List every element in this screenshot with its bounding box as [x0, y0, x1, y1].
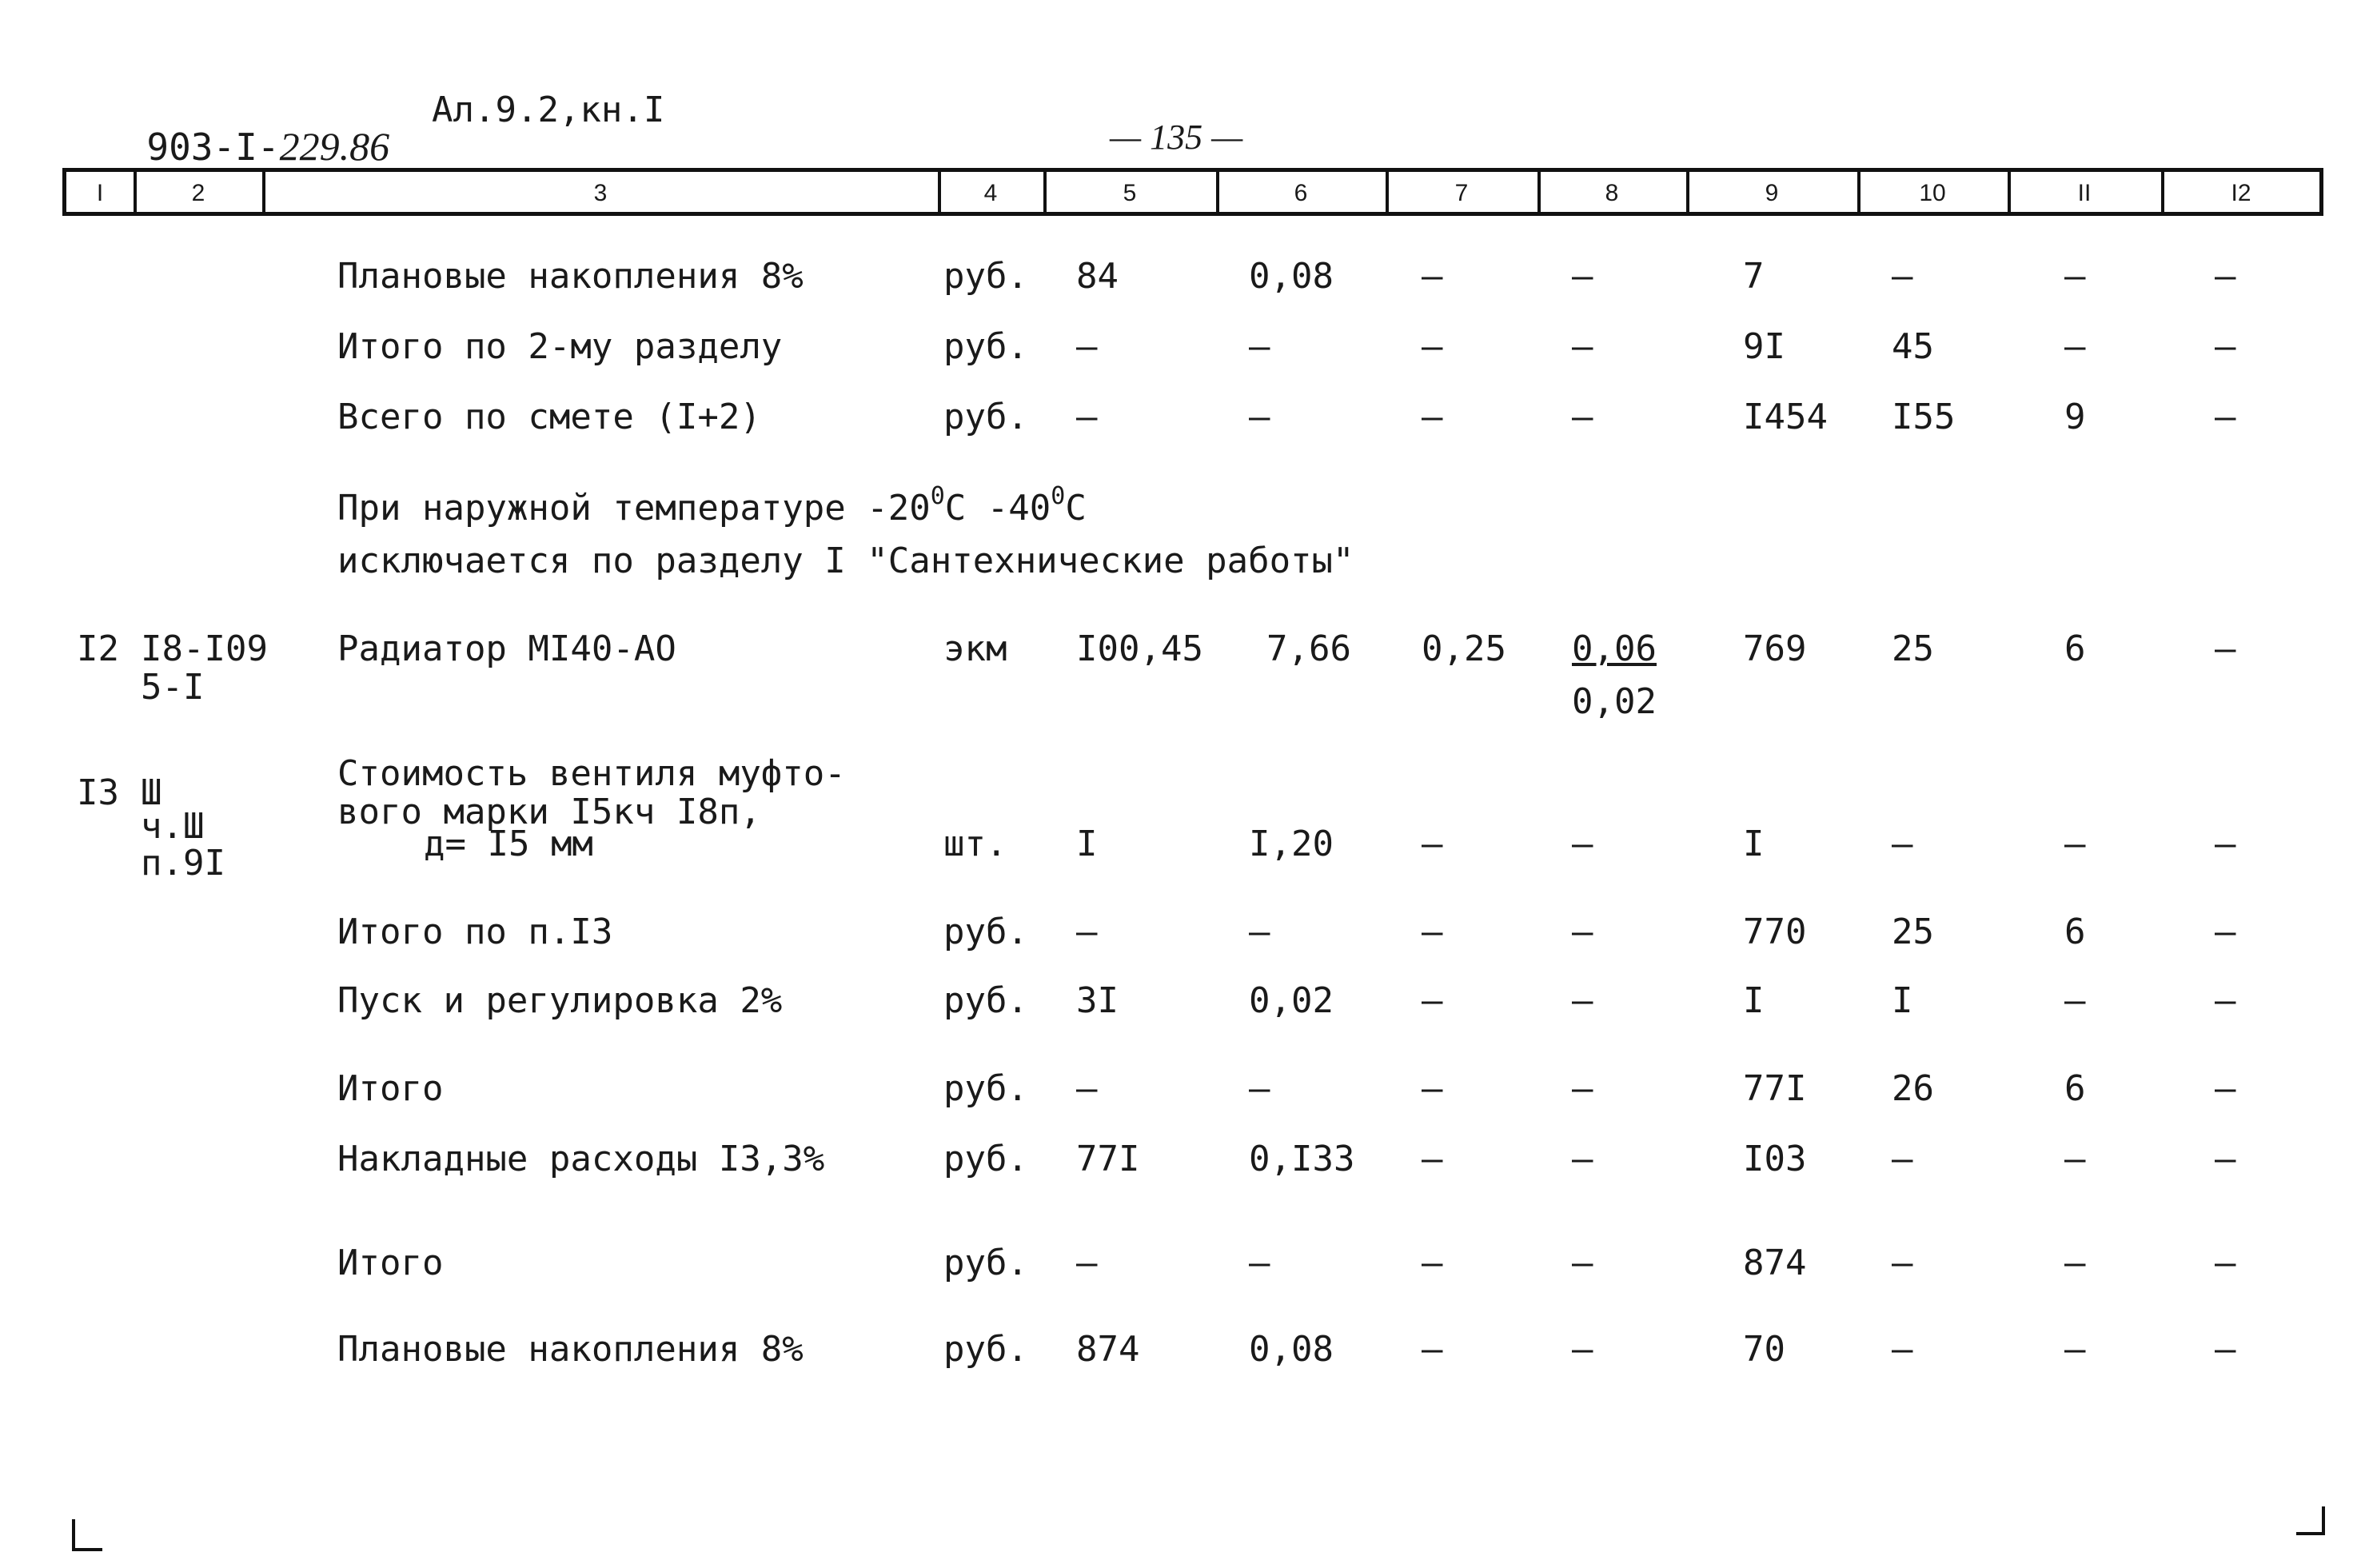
- row-name: Плановые накопления 8%: [337, 256, 804, 297]
- cell-col5: 3I: [1076, 980, 1119, 1021]
- column-number: 8: [1605, 180, 1619, 206]
- cell-col7: –: [1422, 824, 1443, 864]
- cell-col10: –: [1892, 256, 1913, 297]
- column-number: 6: [1294, 180, 1308, 206]
- cell-col10: 45: [1892, 326, 1934, 367]
- cell-col5: 77I: [1076, 1139, 1140, 1179]
- note-text: При наружной температуре -20: [337, 488, 931, 529]
- cell-col12: –: [2215, 256, 2236, 297]
- cell-col12: –: [2215, 1068, 2236, 1109]
- row-unit: руб.: [943, 912, 1028, 952]
- cell-col7: –: [1422, 1329, 1443, 1370]
- cell-col11: –: [2064, 980, 2086, 1021]
- cell-col7: –: [1422, 256, 1443, 297]
- cell-col8-top: 0,06: [1572, 628, 1657, 669]
- cell-col10: –: [1892, 1243, 1913, 1283]
- row-number: I2: [77, 628, 119, 669]
- cell-col6: –: [1249, 326, 1270, 367]
- document-code: [102, 90, 390, 169]
- column-number: I2: [2231, 180, 2251, 206]
- row-code: I8-I09: [141, 628, 268, 669]
- column-number: 9: [1765, 180, 1779, 206]
- cell-col9: I03: [1743, 1139, 1807, 1179]
- cell-col8: –: [1572, 1068, 1593, 1109]
- note-text: С: [1065, 488, 1087, 529]
- row-name: Пуск и регулировка 2%: [337, 980, 783, 1021]
- cell-col6: I,20: [1249, 824, 1334, 864]
- cell-col11: 9: [2064, 397, 2086, 437]
- cell-col8: –: [1572, 256, 1593, 297]
- cell-col6: 0,02: [1249, 980, 1334, 1021]
- cell-col12: –: [2215, 824, 2236, 864]
- cell-col12: –: [2215, 1139, 2236, 1179]
- cell-col5: –: [1076, 326, 1098, 367]
- note-line-2: исключается по разделу I "Сантехнические работы": [337, 541, 1354, 581]
- column-number: 5: [1123, 180, 1137, 206]
- cell-col8: –: [1572, 326, 1593, 367]
- cell-col10: –: [1892, 824, 1913, 864]
- column-number: 4: [983, 180, 998, 206]
- cell-col7: –: [1422, 980, 1443, 1021]
- row-code: ч.Ш: [141, 806, 205, 847]
- row-name: Итого: [337, 1068, 444, 1109]
- row-name: Плановые накопления 8%: [337, 1329, 804, 1370]
- cell-col7: –: [1422, 1139, 1443, 1179]
- cell-col11: 6: [2064, 628, 2086, 669]
- cell-col10: I55: [1892, 397, 1956, 437]
- column-number: 2: [191, 180, 205, 206]
- cell-col10: 26: [1892, 1068, 1934, 1109]
- cell-col9: I: [1743, 824, 1765, 864]
- row-unit: экм: [943, 628, 1007, 669]
- cell-col12: –: [2215, 980, 2236, 1021]
- row-number: I3: [77, 772, 119, 813]
- row-code: 5-I: [141, 667, 205, 708]
- degree-sup: 0: [1051, 482, 1066, 510]
- crop-mark-bottom-right: [2296, 1506, 2325, 1535]
- cell-col12: –: [2215, 397, 2236, 437]
- cell-col11: –: [2064, 824, 2086, 864]
- cell-col8-bottom: 0,02: [1572, 681, 1657, 722]
- cell-col7: –: [1422, 326, 1443, 367]
- column-number: 7: [1454, 180, 1469, 206]
- row-unit: руб.: [943, 980, 1028, 1021]
- document-code-handwritten: 229.86: [279, 124, 390, 169]
- note-line-1: [337, 482, 1087, 529]
- cell-col9: 770: [1743, 912, 1807, 952]
- cell-col8: –: [1572, 912, 1593, 952]
- cell-col8: –: [1572, 980, 1593, 1021]
- cell-col6: –: [1249, 397, 1270, 437]
- row-code: п.9I: [141, 843, 225, 884]
- row-name: Итого по п.I3: [337, 912, 613, 952]
- column-number: 10: [1919, 180, 1946, 206]
- cell-col7: 0,25: [1422, 628, 1506, 669]
- cell-col9: I: [1743, 980, 1765, 1021]
- row-unit: шт.: [943, 824, 1007, 864]
- column-number-bar: [62, 168, 2323, 216]
- cell-col12: –: [2215, 1243, 2236, 1283]
- column-number: 3: [593, 180, 608, 206]
- row-name: Стоимость вентиля муфто-: [337, 753, 846, 794]
- cell-col11: –: [2064, 326, 2086, 367]
- cell-col5: –: [1076, 1068, 1098, 1109]
- cell-col12: –: [2215, 326, 2236, 367]
- row-code: Ш: [141, 772, 162, 813]
- cell-col9: 874: [1743, 1243, 1807, 1283]
- cell-col10: I: [1892, 980, 1913, 1021]
- cell-col6: –: [1249, 912, 1270, 952]
- row-unit: руб.: [943, 326, 1028, 367]
- cell-col5: 84: [1076, 256, 1119, 297]
- degree-sup: 0: [930, 482, 945, 510]
- row-name: Накладные расходы I3,3%: [337, 1139, 825, 1179]
- cell-col10: –: [1892, 1329, 1913, 1370]
- cell-col6: –: [1249, 1243, 1270, 1283]
- cell-col7: –: [1422, 1068, 1443, 1109]
- document-code-prefix: 903-I-: [146, 126, 280, 169]
- cell-col7: –: [1422, 1243, 1443, 1283]
- row-unit: руб.: [943, 1243, 1028, 1283]
- crop-mark-bottom-left: [72, 1519, 102, 1551]
- row-name: вого марки I5кч I8п,: [337, 792, 761, 832]
- cell-col11: –: [2064, 256, 2086, 297]
- cell-col6: 0,08: [1249, 256, 1334, 297]
- cell-col11: 6: [2064, 1068, 2086, 1109]
- cell-col6: –: [1249, 1068, 1270, 1109]
- page-number: — 135 —: [1110, 118, 1243, 157]
- note-text: С -40: [944, 488, 1051, 529]
- cell-col7: –: [1422, 912, 1443, 952]
- cell-col11: –: [2064, 1243, 2086, 1283]
- cell-col7: –: [1422, 397, 1443, 437]
- row-name: Итого: [337, 1243, 444, 1283]
- cell-col6: 0,08: [1249, 1329, 1334, 1370]
- row-name: Радиатор МI40-АО: [337, 628, 676, 669]
- row-name: Итого по 2-му разделу: [337, 326, 783, 367]
- cell-col5: I: [1076, 824, 1098, 864]
- cell-col9: 7: [1743, 256, 1765, 297]
- cell-col9: I454: [1743, 397, 1828, 437]
- row-unit: руб.: [943, 1139, 1028, 1179]
- row-unit: руб.: [943, 256, 1028, 297]
- cell-col6: 7,66: [1266, 628, 1351, 669]
- cell-col11: –: [2064, 1139, 2086, 1179]
- column-number: I: [96, 180, 104, 206]
- cell-col10: –: [1892, 1139, 1913, 1179]
- cell-col5: 874: [1076, 1329, 1140, 1370]
- cell-col11: –: [2064, 1329, 2086, 1370]
- cell-col11: 6: [2064, 912, 2086, 952]
- cell-col12: –: [2215, 1329, 2236, 1370]
- row-unit: руб.: [943, 397, 1028, 437]
- row-unit: руб.: [943, 1329, 1028, 1370]
- cell-col5: –: [1076, 912, 1098, 952]
- cell-col8: –: [1572, 1243, 1593, 1283]
- column-number: II: [2077, 180, 2092, 206]
- row-name: Всего по смете (I+2): [337, 397, 761, 437]
- row-unit: руб.: [943, 1068, 1028, 1109]
- cell-col8: –: [1572, 824, 1593, 864]
- cell-col10: 25: [1892, 628, 1934, 669]
- cell-col5: –: [1076, 397, 1098, 437]
- cell-col9: 77I: [1743, 1068, 1807, 1109]
- cell-col12: –: [2215, 912, 2236, 952]
- cell-col6: 0,I33: [1249, 1139, 1355, 1179]
- cell-col9: 70: [1743, 1329, 1785, 1370]
- cell-col8: –: [1572, 1139, 1593, 1179]
- cell-col12: –: [2215, 628, 2236, 669]
- cell-col9: 9I: [1743, 326, 1785, 367]
- cell-col9: 769: [1743, 628, 1807, 669]
- cell-col5: –: [1076, 1243, 1098, 1283]
- cell-col8: –: [1572, 397, 1593, 437]
- cell-col10: 25: [1892, 912, 1934, 952]
- cell-col8: –: [1572, 1329, 1593, 1370]
- row-name: д= I5 мм: [424, 824, 593, 864]
- cell-col5: I00,45: [1076, 628, 1203, 669]
- album-reference: Ал.9.2,кн.I: [432, 90, 665, 130]
